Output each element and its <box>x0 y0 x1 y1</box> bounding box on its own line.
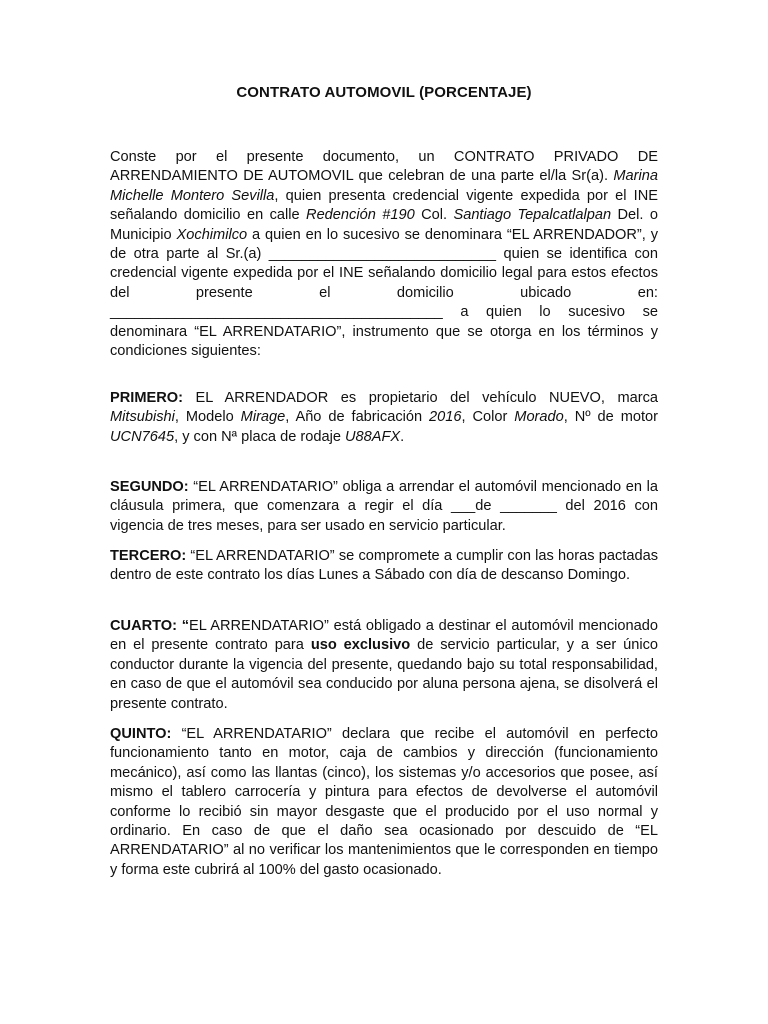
document-title: CONTRATO AUTOMOVIL (PORCENTAJE) <box>236 84 532 101</box>
arrendador-municipio: Xochimilco <box>176 226 248 243</box>
vehicle-year: 2016 <box>429 409 462 426</box>
clause-quinto-label: QUINTO: <box>110 726 172 742</box>
tercero-text: “EL ARRENDATARIO” se compromete a cumplir con las horas pactadas dentro de este contrato los días Lunes a Sábado con día de descanso Domingo. <box>110 548 658 584</box>
clause-cuarto <box>110 617 658 714</box>
uso-exclusivo-text: uso exclusivo <box>310 637 411 654</box>
quinto-text: “EL ARRENDATARIO” declara que recibe el automóvil en perfecto funcionamiento tanto en motor, caja de cambios y dirección (funcionamiento mecánico), así como las llantas (cinco), los sistemas y/o accesorios que posee, así mismo el tablero carrocería y pintura para efectos de devolverse el automóvil conforme lo recibió sin mayor desgaste que el producido por el uso normal y ordinario. En caso de que el daño sea ocasionado por descuido de “EL ARRENDATARIO” al no verificar los mantenimientos que le corresponden en tiempo y forma este cubrirá al 100% del gasto ocasionado. <box>110 726 658 878</box>
clause-tercero-label: TERCERO: <box>110 548 187 564</box>
cuarto-text-2: de servicio particular, y a ser único conductor durante la vigencia del presente, quedando bajo su total responsabilidad, en caso de que el automóvil sea conducido por aluna persona ajena, se disolverá el presente contrato. <box>110 637 658 712</box>
arrendador-street: Redención #190 <box>306 207 415 224</box>
clause-quinto <box>110 725 658 880</box>
intro-text-2: , quien presenta credencial vigente expedida por el INE señalando domicilio en calle <box>110 187 658 224</box>
vehicle-plate: U88AFX <box>345 428 401 445</box>
primero-text-7: . <box>400 428 405 445</box>
clause-primero-label: PRIMERO: <box>110 390 183 406</box>
vehicle-motor: UCN7645 <box>110 428 175 445</box>
intro-text-5: a quien en lo sucesivo se denominara “EL ARRENDADOR”, y de otra parte al Sr.(a) ____________________________ quien se identifica con credencial vigente expedida por el INE señalando domicilio legal para estos efectos del presente el domicilio ubicado en: _________________________________________ a quien lo sucesivo se denominara “EL ARRENDATARIO”, instrumento que se otorga en los términos y condiciones siguientes: <box>110 226 659 360</box>
arrendador-name: Marina Michelle Montero Sevilla <box>110 168 658 204</box>
primero-text-4: , Color <box>461 409 515 426</box>
primero-text-2: , Modelo <box>174 409 241 426</box>
intro-paragraph <box>110 148 658 361</box>
primero-text-1: EL ARRENDADOR es propietario del vehículo NUEVO, marca <box>182 390 658 406</box>
intro-text-3: Col. <box>414 207 454 224</box>
clause-segundo <box>110 478 658 536</box>
intro-text-4: Del. o Municipio <box>110 207 658 243</box>
arrendador-colonia: Santiago Tepalcatlalpan <box>453 207 612 224</box>
primero-text-5: , Nº de motor <box>563 409 659 426</box>
clause-cuarto-label: CUARTO: “ <box>110 618 190 634</box>
vehicle-brand: Mitsubishi <box>110 409 175 426</box>
segundo-text: “EL ARRENDATARIO” obliga a arrendar el automóvil mencionado en la cláusula primera, que comenzara a regir el día ___de _______ del 2016 con vigencia de tres meses, para ser usado en servicio particular. <box>110 479 658 534</box>
primero-text-6: , y con Nª placa de rodaje <box>174 428 345 445</box>
cuarto-text-1: EL ARRENDATARIO” está obligado a destinar el automóvil mencionado en el presente contrato para <box>110 618 658 654</box>
intro-text-1: Conste por el presente documento, un CONTRATO PRIVADO DE ARRENDAMIENTO DE AUTOMOVIL que celebran de una parte el/la Sr(a). <box>110 149 658 185</box>
clause-primero <box>110 389 658 447</box>
clause-segundo-label: SEGUNDO: <box>110 479 189 495</box>
vehicle-color: Morado <box>514 409 564 426</box>
vehicle-model: Mirage <box>240 409 286 426</box>
primero-text-3: , Año de fabricación <box>285 409 430 426</box>
clause-tercero <box>110 547 658 586</box>
